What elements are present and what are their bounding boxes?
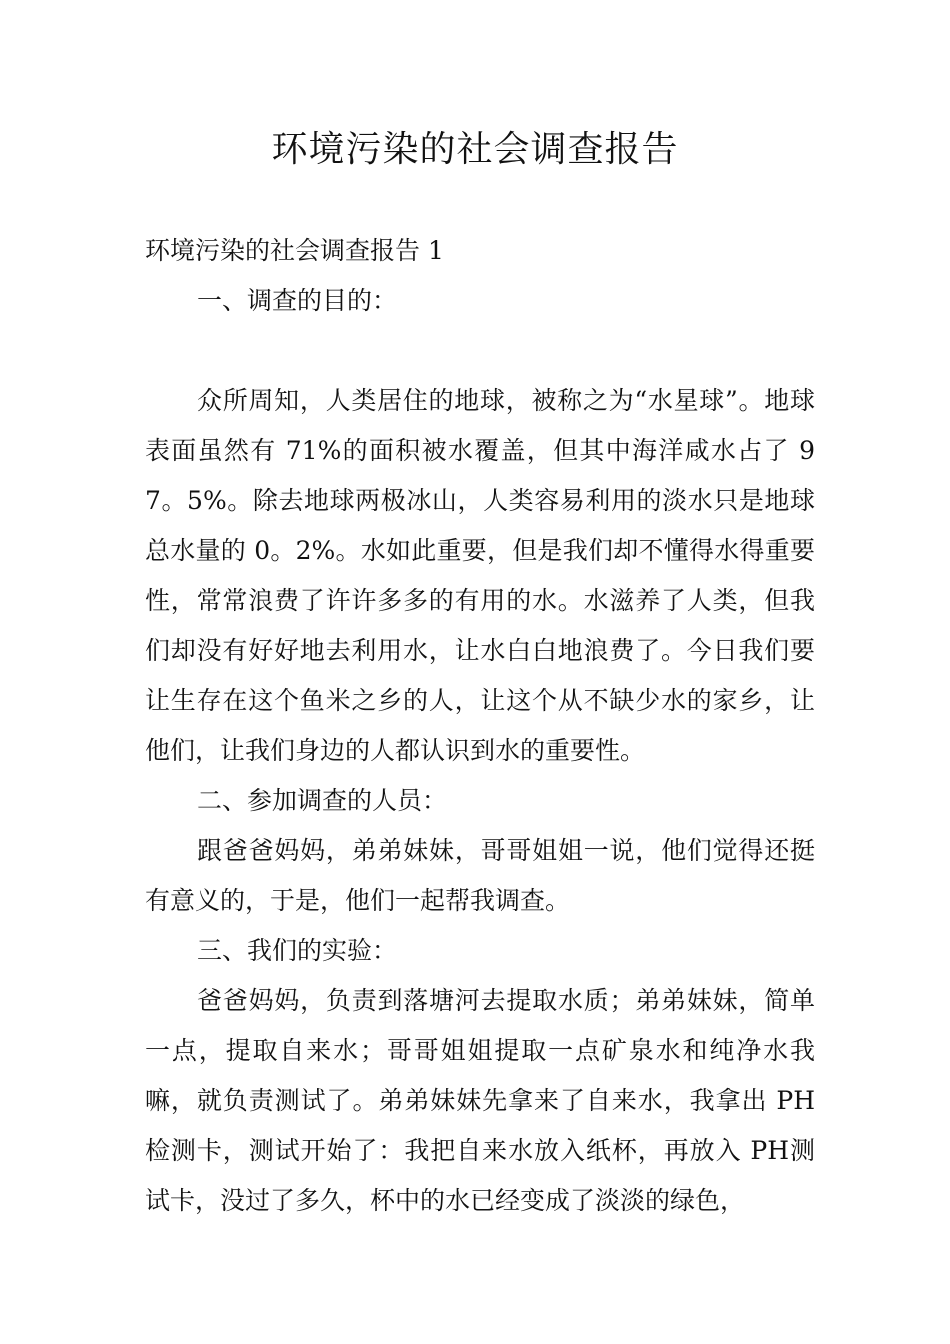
report-subtitle: 环境污染的社会调查报告 1 <box>145 236 444 265</box>
section-heading-participants: 二、参加调查的人员： <box>197 786 448 815</box>
paragraph-experiment: 爸爸妈妈，负责到落塘河去提取水质；弟弟妹妹，简单一点，提取自来水；哥哥姐姐提取一点矿泉水和纯净水我嘛，就负责测试了。弟弟妹妹先拿来了自来水，我拿出 PH 检测卡，测试开始了：我把自来水放入纸杯，再放入 PH测试卡，没过了多久，杯中的水已经变成了淡淡的绿色， <box>145 986 815 1215</box>
document-title: 环境污染的社会调查报告 <box>271 129 679 170</box>
paragraph-purpose: 众所周知，人类居住的地球，被称之为“水星球”。地球表面虽然有 71%的面积被水覆盖，但其中海洋咸水占了 97。5%。除去地球两极冰山，人类容易利用的淡水只是地球总水量的 0。2%。水如此重要，但是我们却不懂得水得重要性，常常浪费了许许多多的有用的水。水滋养了人类，但我们却没有好好地去利用水，让水白白地浪费了。今日我们要让生存在这个鱼米之乡的人，让这个从不缺少水的家乡，让他们，让我们身边的人都认识到水的重要性。 <box>145 386 815 765</box>
section-heading-purpose: 一、调查的目的： <box>197 286 398 315</box>
section-heading-experiment: 三、我们的实验： <box>197 936 398 965</box>
document-body <box>145 226 815 1226</box>
paragraph-participants: 跟爸爸妈妈，弟弟妹妹，哥哥姐姐一说，他们觉得还挺有意义的，于是，他们一起帮我调查。 <box>145 836 815 915</box>
paragraph-spacer <box>145 326 815 376</box>
